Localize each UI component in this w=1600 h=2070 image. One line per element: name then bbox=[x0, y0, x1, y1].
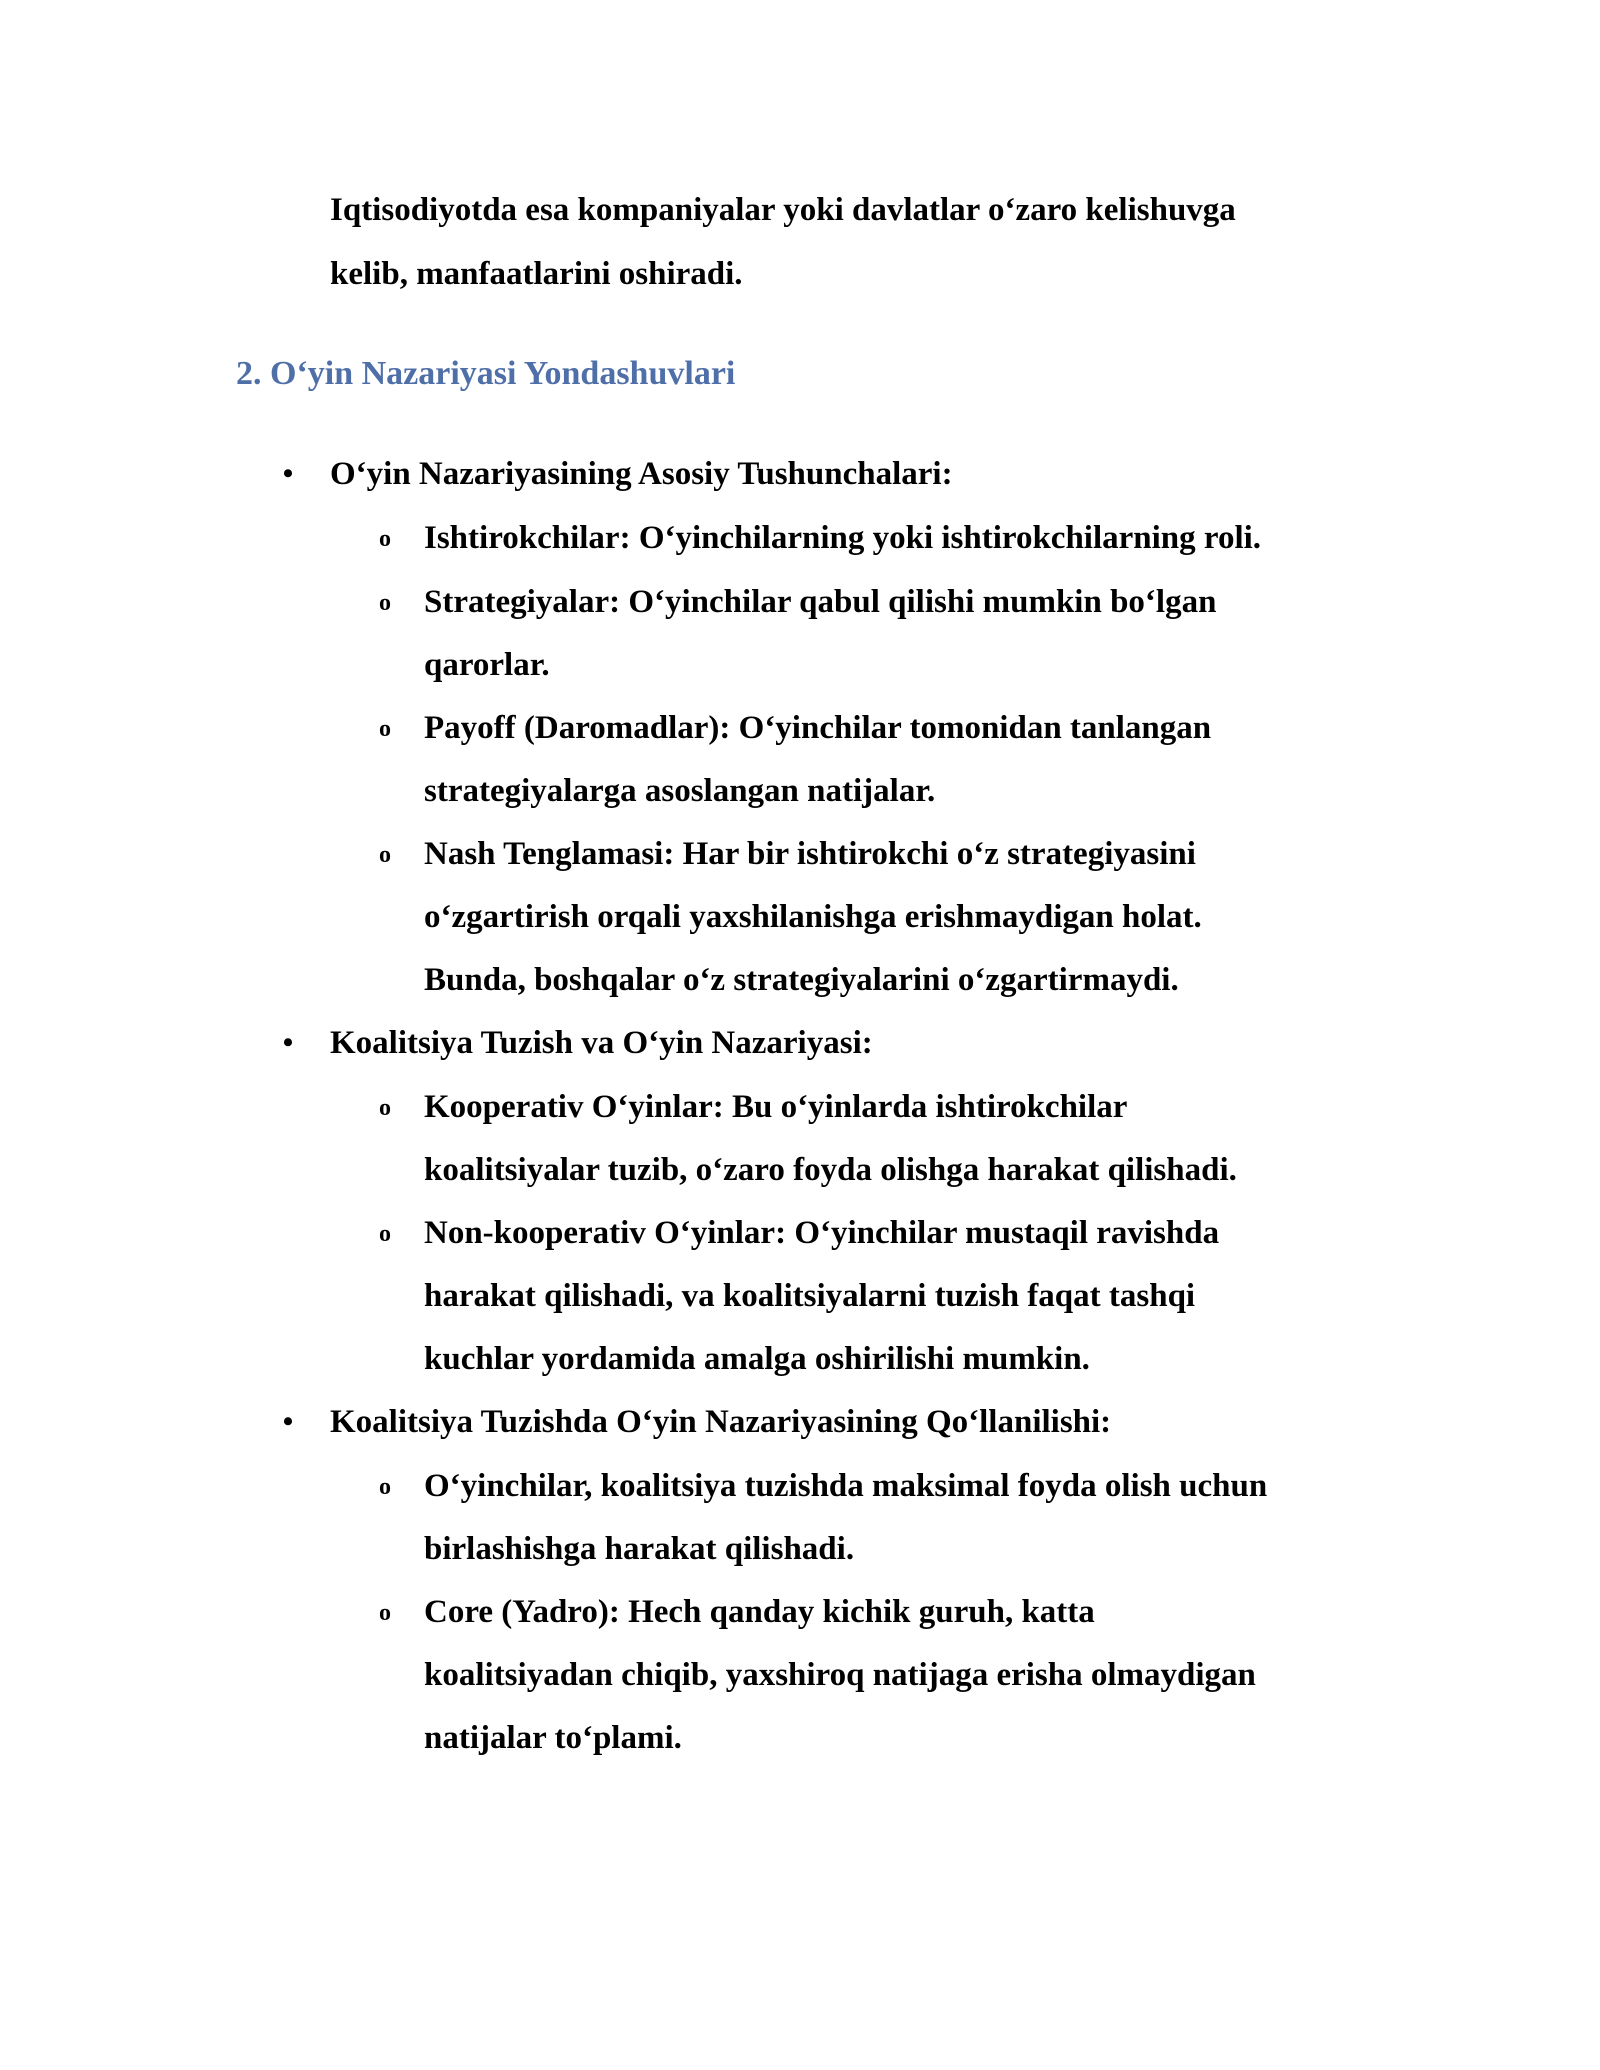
sub-bullet-marker: o bbox=[379, 1474, 391, 1500]
bullet-marker: • bbox=[282, 457, 294, 490]
sub-item-line: kuchlar yordamida amalga oshirilishi mumkin. bbox=[424, 1341, 1090, 1377]
bullet-marker: • bbox=[282, 1026, 294, 1059]
sub-item-line: Bunda, boshqalar o‘z strategiyalarini o‘zgartirmaydi. bbox=[424, 962, 1179, 998]
sub-bullet-marker: o bbox=[379, 1600, 391, 1626]
sub-item-line: Ishtirokchilar: O‘yinchilarning yoki ishtirokchilarning roli. bbox=[424, 520, 1262, 556]
sub-item-line: koalitsiyalar tuzib, o‘zaro foyda olishga harakat qilishadi. bbox=[424, 1152, 1237, 1188]
sub-bullet-marker: o bbox=[379, 526, 391, 552]
sub-item-line: Non-kooperativ O‘yinlar: O‘yinchilar mustaqil ravishda bbox=[424, 1215, 1220, 1251]
sub-bullet-marker: o bbox=[379, 590, 391, 616]
sub-item-line: Nash Tenglamasi: Har bir ishtirokchi o‘z strategiyasini bbox=[424, 836, 1196, 872]
sub-bullet-marker: o bbox=[379, 1221, 391, 1247]
sub-item-line: Core (Yadro): Hech qanday kichik guruh, katta bbox=[424, 1594, 1095, 1630]
sub-bullet-marker: o bbox=[379, 1095, 391, 1121]
sub-item-line: O‘yinchilar, koalitsiya tuzishda maksimal foyda olish uchun bbox=[424, 1468, 1268, 1504]
section-heading: 2. O‘yin Nazariyasi Yondashuvlari bbox=[236, 355, 736, 392]
intro-line: kelib, manfaatlarini oshiradi. bbox=[330, 256, 743, 292]
sub-item-line: natijalar to‘plami. bbox=[424, 1720, 682, 1756]
sub-item-line: Strategiyalar: O‘yinchilar qabul qilishi mumkin bo‘lgan bbox=[424, 584, 1217, 620]
list-item-title: Koalitsiya Tuzishda O‘yin Nazariyasining Qo‘llanilishi: bbox=[330, 1404, 1112, 1440]
sub-item-line: qarorlar. bbox=[424, 647, 550, 683]
sub-item-line: o‘zgartirish orqali yaxshilanishga erishmaydigan holat. bbox=[424, 899, 1202, 935]
list-item-title: O‘yin Nazariyasining Asosiy Tushunchalari: bbox=[330, 456, 953, 492]
sub-item-line: birlashishga harakat qilishadi. bbox=[424, 1531, 855, 1567]
sub-item-line: harakat qilishadi, va koalitsiyalarni tuzish faqat tashqi bbox=[424, 1278, 1196, 1314]
sub-item-line: koalitsiyadan chiqib, yaxshiroq natijaga erisha olmaydigan bbox=[424, 1657, 1256, 1693]
list-item-title: Koalitsiya Tuzish va O‘yin Nazariyasi: bbox=[330, 1025, 873, 1061]
intro-line: Iqtisodiyotda esa kompaniyalar yoki davlatlar o‘zaro kelishuvga bbox=[330, 192, 1236, 228]
sub-bullet-marker: o bbox=[379, 842, 391, 868]
sub-item-line: Payoff (Daromadlar): O‘yinchilar tomonidan tanlangan bbox=[424, 710, 1212, 746]
sub-bullet-marker: o bbox=[379, 716, 391, 742]
sub-item-line: Kooperativ O‘yinlar: Bu o‘yinlarda ishtirokchilar bbox=[424, 1089, 1128, 1125]
bullet-marker: • bbox=[282, 1405, 294, 1438]
sub-item-line: strategiyalarga asoslangan natijalar. bbox=[424, 773, 936, 809]
